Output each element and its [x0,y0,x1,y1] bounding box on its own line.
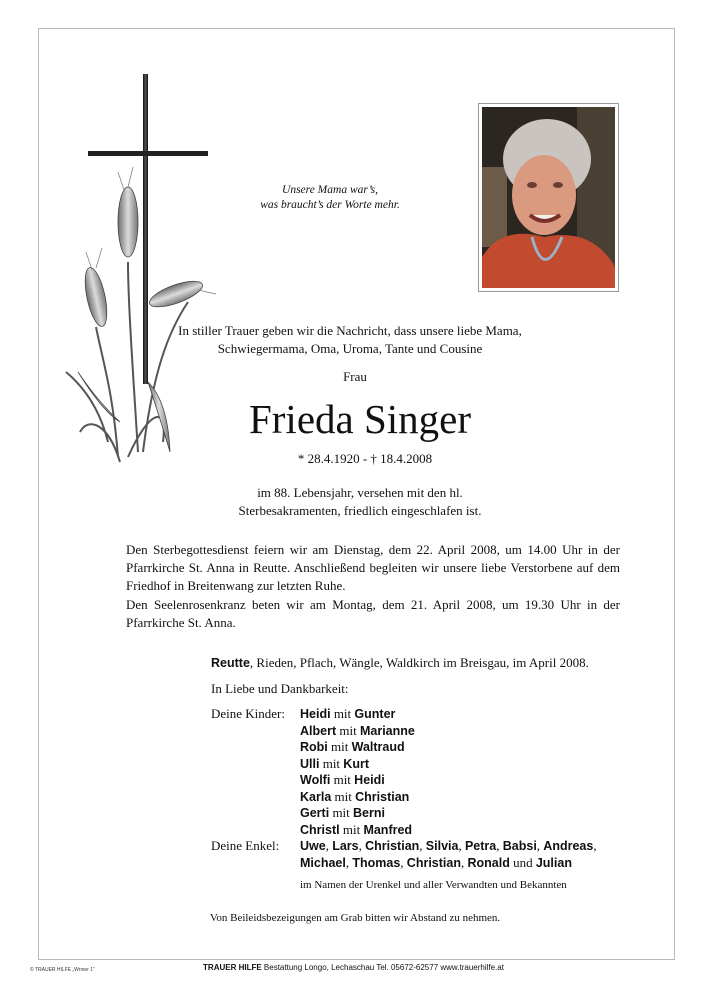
separator: , [345,854,353,870]
children-block [211,706,631,838]
partner-name: Berni [353,806,385,820]
child-name: Gerti [300,806,330,820]
grandchild-name: Christian [365,839,420,853]
separator: , [400,854,407,870]
separator: , [325,838,333,853]
love-gratitude-line: In Liebe und Dankbarkeit: [211,681,349,696]
child-name: Albert [300,723,337,738]
salutation: Frau [343,369,367,384]
connector: mit [319,755,344,771]
separator: , [358,838,366,853]
partner-name: Christian [355,789,410,804]
grandchild-name: Michael [300,855,346,870]
separator: , [458,838,465,853]
child-names [300,772,385,789]
grandchild-name: Silvia [425,839,459,853]
grandchildren-label: Deine Enkel: [211,838,280,853]
footer-brand: TRAUER HILFE [203,963,262,972]
child-row [211,772,631,789]
child-names [300,805,385,822]
grandchildren-block [211,838,631,871]
children-label [211,756,300,773]
children-label [211,739,300,756]
partner-name: Waltraud [351,740,405,754]
separator: , [593,838,597,853]
footer-text: Bestattung Longo, Lechaschau Tel. 05672-62577 www.trauerhilfe.at [261,963,504,972]
motto [230,183,430,213]
place-town: Reutte [211,656,250,670]
child-row [211,706,631,723]
children-label [211,805,300,822]
footer [0,963,707,972]
relatives-line: im Namen der Urenkel und aller Verwandten und Bekannten [300,879,567,891]
partner-name: Kurt [343,756,369,771]
copyright: © TRAUER HILFE „Wnner 1“ [30,967,95,973]
deceased-name: Frieda Singer [248,396,472,442]
place-date-line [211,654,661,672]
grandchild-name: Lars [332,839,359,853]
partner-name: Manfred [363,822,413,837]
grandchild-row [211,838,631,855]
grandchild-names [300,855,572,872]
child-row [211,789,631,806]
children-label [211,789,300,806]
child-names [300,723,415,740]
child-row [211,756,631,773]
family-list [211,706,631,871]
grandchild-name: Christian [406,855,461,870]
child-row [211,822,631,839]
motto-line-2: was braucht’s der Worte mehr. [260,199,400,211]
connector: mit [330,772,355,787]
child-name: Heidi [300,707,331,721]
connector: mit [339,821,364,837]
separator: , [496,838,503,853]
and-word: und [509,854,536,870]
grandchild-name: Petra [464,839,497,853]
child-name: Christl [300,822,340,837]
child-name: Karla [300,789,332,804]
grandchild-name: Uwe [300,839,326,853]
children-label [211,822,300,839]
partner-name: Marianne [359,723,415,738]
intro-line-2: Schwiegermama, Oma, Uroma, Tante und Cousine [217,341,483,356]
child-names [300,739,405,756]
motto-line-1: Unsere Mama war’s, [282,184,378,196]
lifespan-text [190,484,530,520]
child-row [211,805,631,822]
grandchild-name: Ronald [467,855,510,870]
child-names [300,706,395,723]
children-label [211,772,300,789]
child-row [211,723,631,740]
child-name: Robi [300,740,328,754]
connector: mit [327,739,352,754]
grandchild-name: Babsi [502,839,537,853]
connector: mit [336,722,360,738]
grandchild-name: Thomas [352,855,401,870]
connector: mit [331,788,356,804]
lifespan-line-1: im 88. Lebensjahr, versehen mit den hl. [257,485,463,500]
grandchild-name: Julian [535,855,572,870]
lifespan-line-2: Sterbesakramenten, friedlich eingeschlafen ist. [238,503,482,518]
separator: , [536,838,544,853]
child-row [211,739,631,756]
partner-name: Heidi [354,773,385,787]
connector: mit [330,706,355,721]
condolence-note: Von Beileidsbezeigungen am Grab bitten wir Abstand zu nehmen. [209,912,501,924]
funeral-service-text: Den Sterbegottesdienst feiern wir am Dienstag, dem 22. April 2008, um 14.00 Uhr in der Pfarrkirche St. Anna in Reutte. Anschließend begleiten wir unsere liebe Verstorbene auf dem Friedhof in Breitenwang zur letzten Ruhe. [126,542,620,593]
child-names [300,822,412,839]
children-label [211,723,300,740]
child-names [300,789,409,806]
portrait-photo [478,103,619,292]
grandchildren-label-spacer [211,855,300,872]
separator: , [460,854,468,870]
partner-name: Gunter [354,707,396,721]
child-names [300,756,369,773]
connector: mit [329,805,354,820]
grandchild-names [300,838,597,855]
separator: , [419,838,426,853]
intro-text [160,322,540,358]
child-name: Ulli [300,756,320,771]
children-label: Deine Kinder: [211,706,286,721]
child-name: Wolfi [300,773,331,787]
birth-death-dates: * 28.4.1920 - † 18.4.2008 [297,451,433,466]
grandchild-name: Andreas [543,839,594,853]
intro-line-1: In stiller Trauer geben wir die Nachricht, dass unsere liebe Mama, [178,323,522,338]
rosary-text: Den Seelenrosenkranz beten wir am Montag, dem 21. April 2008, um 19.30 Uhr in der Pfarrkirche St. Anna. [126,597,620,630]
grandchild-row [211,855,631,872]
place-rest: , Rieden, Pflach, Wängle, Waldkirch im Breisgau, im April 2008. [249,655,589,670]
portrait-image [482,107,615,288]
